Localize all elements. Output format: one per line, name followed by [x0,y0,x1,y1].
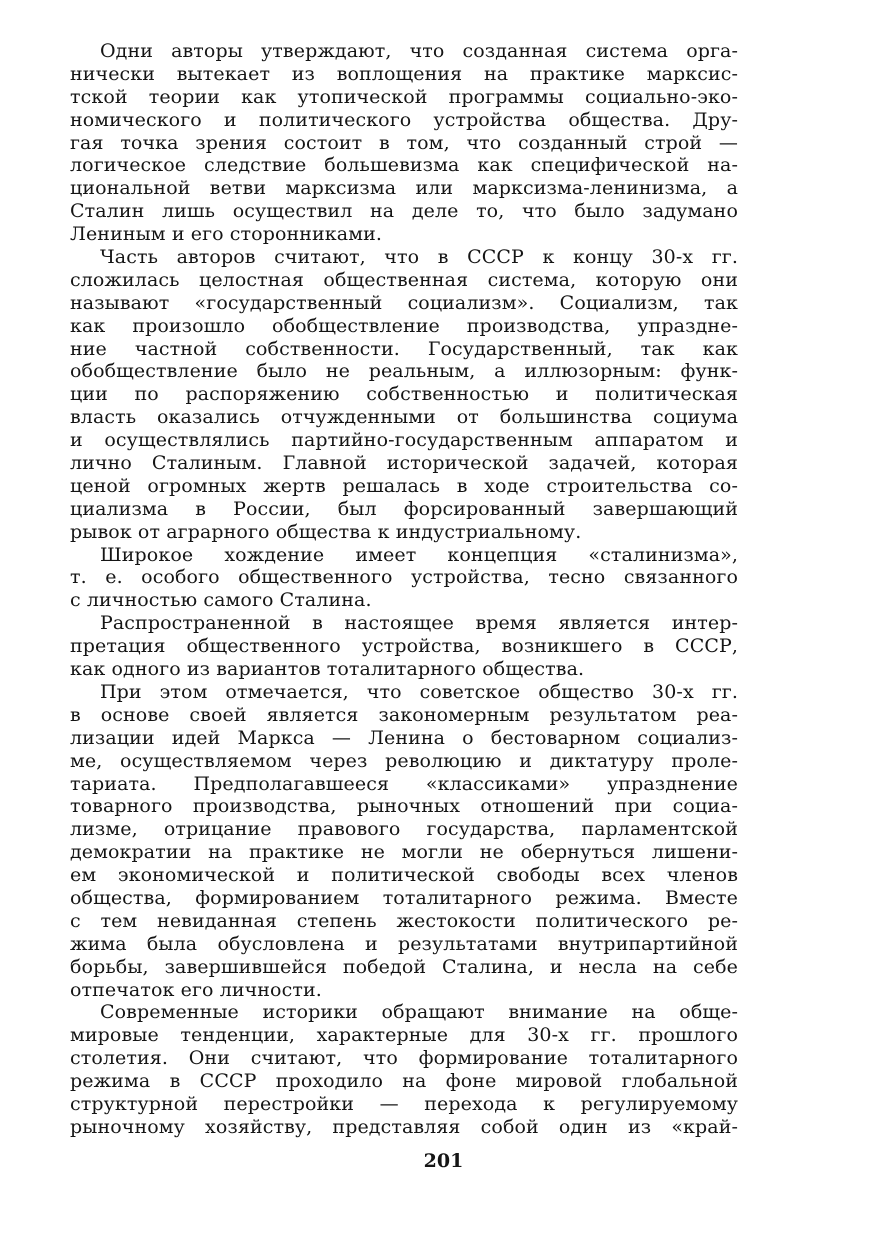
text-line: столетия. Они считают, что формирование тоталитарного [70,1047,738,1070]
text-line: называют «государственный социализм». Социализм, так [70,291,738,314]
text-line: лизации идей Маркса — Ленина о бестоварном социализ- [70,726,738,749]
text-line: Часть авторов считают, что в СССР к концу 30-х гг. [100,246,738,269]
text-line: лизме, отрицание правового государства, парламентской [70,818,738,841]
text-line: Лениным и его сторонниками. [70,223,382,246]
text-line: структурной перестройки — перехода к регулируемому [70,1092,738,1115]
text-line: рывок от аграрного общества к индустриальному. [70,520,582,543]
text-line: Одни авторы утверждают, что созданная система орга- [100,40,738,62]
text-line: номического и политического устройства общества. Дру- [70,108,738,131]
text-line: власть оказались отчужденными от большинства социума [70,406,738,429]
text-line: сложилась целостная общественная система, которую они [70,268,738,291]
page-number: 201 [423,1150,464,1172]
paragraph [70,612,738,681]
text-line: Распространенной в настоящее время является интер- [100,612,738,635]
text-line: отпечаток его личности. [70,978,322,1001]
text-line: как произошло обобществление производства, упраздне- [70,314,738,337]
text-line: режима в СССР проходило на фоне мировой глобальной [70,1070,738,1093]
text-line: обобществление было не реальным, а иллюзорным: функ- [70,360,738,383]
text-line: Широкое хождение имеет концепция «сталинизма», [100,543,738,566]
text-line: претация общественного устройства, возникшего в СССР, [70,635,738,658]
text-line: Современные историки обращают внимание на обще- [100,1001,738,1024]
text-line: товарного производства, рыночных отношений при социа- [70,795,738,818]
text-line: борьбы, завершившейся победой Сталина, и несла на себе [70,955,738,978]
text-line: нически вытекает из воплощения на практике марксис- [70,62,738,85]
text-line: с личностью самого Сталина. [70,589,372,612]
text-line: общества, формированием тоталитарного режима. Вместе [70,886,738,909]
text-line: демократии на практике не могли не обернуться лишени- [70,841,738,864]
text-line: и осуществлялись партийно-государственным аппаратом и [70,429,738,452]
paragraph [70,544,738,613]
text-line: циональной ветви марксизма или марксизма-ленинизма, а [70,177,738,200]
text-line: жима была обусловлена и результатами внутрипартийной [70,932,738,955]
text-line: Сталин лишь осуществил на деле то, что было задумано [70,200,738,223]
text-line: ме, осуществляемом через революцию и диктатуру проле- [70,749,738,772]
text-line: гая точка зрения состоит в том, что созданный строй — [70,131,738,154]
text-line: При этом отмечается, что советское общество 30-х гг. [100,680,738,703]
text-line: мировые тенденции, характерные для 30-х гг. прошлого [70,1024,738,1047]
text-line: циализма в России, был форсированный завершающий [70,497,738,520]
text-line: ние частной собственности. Государственный, так как [70,337,738,360]
text-line: в основе своей является закономерным результатом реа- [70,703,738,726]
paragraph [70,246,738,544]
text-line: тской теории как утопической программы социально-эко- [70,85,738,108]
text-line: логическое следствие большевизма как специфической на- [70,154,738,177]
paragraph [70,681,738,1001]
text-line: ценой огромных жертв решалась в ходе строительства со- [70,474,738,497]
paragraph [70,40,738,246]
text-line: как одного из вариантов тоталитарного общества. [70,658,585,681]
text-line: ции по распоряжению собственностью и политическая [70,383,738,406]
text-line: рыночному хозяйству, представляя собой один из «край- [70,1115,738,1138]
text-line: лично Сталиным. Главной исторической задачей, которая [70,452,738,475]
text-line: с тем невиданная степень жестокости политического ре- [70,909,738,932]
page-body [70,40,738,1139]
text-line: тариата. Предполагавшееся «классиками» упразднение [70,772,738,795]
text-line: ем экономической и политической свободы всех членов [70,864,738,887]
paragraph [70,1001,738,1138]
text-line: т. е. особого общественного устройства, тесно связанного [70,566,738,589]
